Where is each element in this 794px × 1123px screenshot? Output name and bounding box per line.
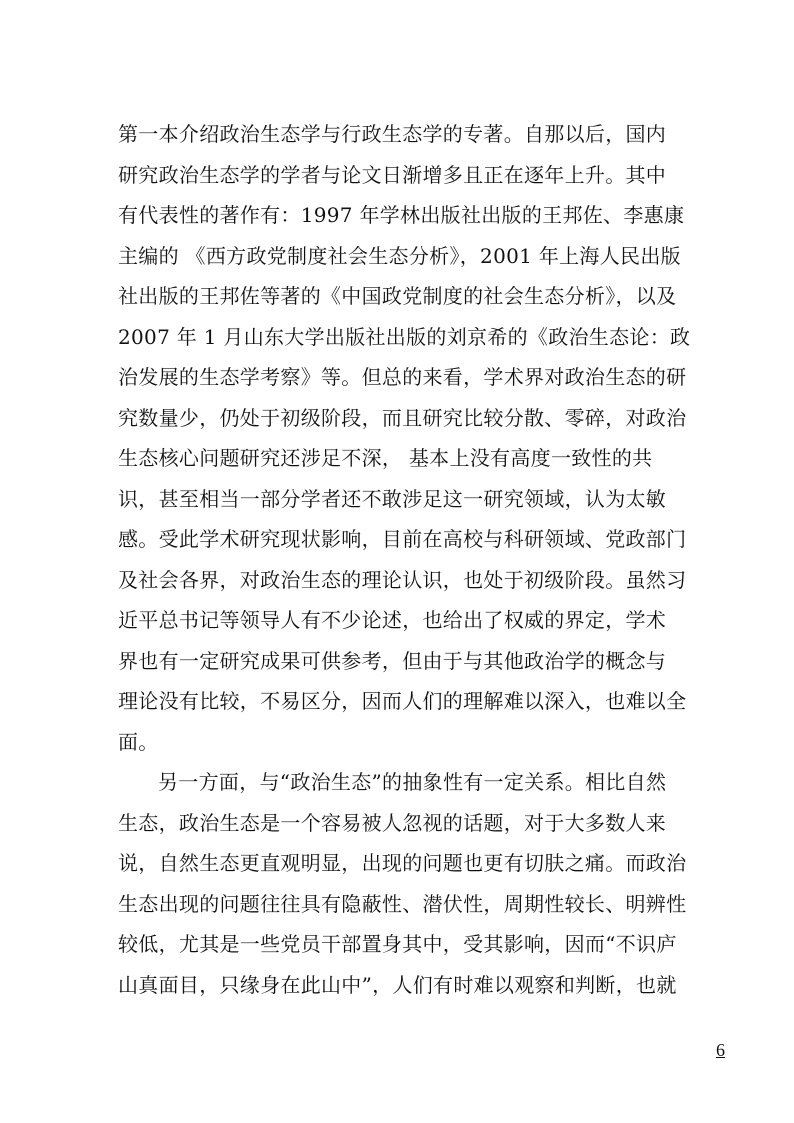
- paragraph-first-line: 另一方面，与“政治生态”的抽象性有一定关系。相比自然: [158, 770, 667, 794]
- text-line: 2007 年 1 月山东大学出版社出版的刘京希的《政治生态论：政: [118, 324, 691, 349]
- text-line: 识，甚至相当一部分学者还不敢涉足这一研究领域，认为太敏: [118, 486, 667, 511]
- text-line: 生态核心问题研究还涉足不深， 基本上没有高度一致性的共: [118, 446, 653, 470]
- text-line: 近平总书记等领导人有不少论述，也给出了权威的界定，学术: [118, 608, 667, 632]
- text-line: 感。受此学术研究现状影响，目前在高校与科研领域、党政部门: [118, 527, 687, 551]
- text-line: 及社会各界，对政治生态的理论认识，也处于初级阶段。虽然习: [118, 567, 687, 592]
- text-line: 理论没有比较，不易区分，因而人们的理解难以深入，也难以全: [118, 689, 687, 713]
- text-line: 研究政治生态学的学者与论文日渐增多且正在逐年上升。其中: [118, 162, 667, 187]
- text-line: 界也有一定研究成果可供参考，但由于与其他政治学的概念与: [118, 648, 667, 673]
- text-line: 生态出现的问题往往具有隐蔽性、潜伏性，周期性较长、明辨性: [118, 891, 687, 916]
- document-body: [118, 114, 691, 1005]
- text-line: 有代表性的著作有：1997 年学林出版社出版的王邦佐、李惠康: [118, 203, 685, 227]
- text-line: 生态，政治生态是一个容易被人忽视的话题，对于大多数人来: [118, 810, 667, 835]
- text-line: 较低，尤其是一些党员干部置身其中，受其影响，因而“不识庐: [118, 932, 677, 956]
- text-line: 面。: [118, 729, 159, 754]
- page-number: 6: [716, 1040, 725, 1060]
- text-line: 说，自然生态更直观明显，出现的问题也更有切肤之痛。而政治: [118, 851, 687, 875]
- text-line: 治发展的生态学考察》等。但总的来看，学术界对政治生态的研: [118, 365, 687, 389]
- text-line: 山真面目，只缘身在此山中”，人们有时难以观察和判断，也就: [118, 972, 677, 997]
- text-line: 第一本介绍政治生态学与行政生态学的专著。自那以后，国内: [118, 122, 667, 146]
- text-line: 究数量少，仍处于初级阶段，而且研究比较分散、零碎，对政治: [118, 405, 687, 430]
- text-line: 主编的 《西方政党制度社会生态分析》，2001 年上海人民出版: [118, 243, 681, 268]
- text-line: 社出版的王邦佐等著的《中国政党制度的社会生态分析》，以及: [118, 284, 677, 308]
